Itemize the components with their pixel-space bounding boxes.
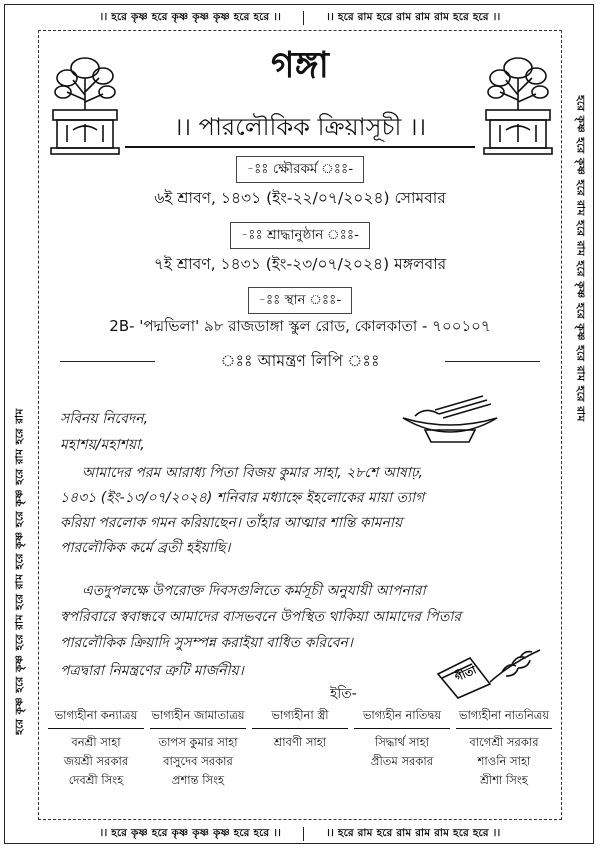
- paragraph-1-line-1: আমাদের পরম আরাধ্য পিতা বিজয় কুমার সাহা, ২৮শে আষাঢ়,: [82, 465, 423, 481]
- gita-book-icon: [430, 642, 550, 702]
- mantra-ram: ।। হরে রাম হরে রাম রাম রাম হরে হরে ।।: [326, 10, 501, 23]
- paragraph-1-line-4: পারলৌকিক কর্মে ব্রতী হইয়াছি।: [60, 540, 231, 556]
- invitation-banner: ঃঃ আমন্ত্রণ লিপি ঃঃ: [160, 348, 440, 374]
- subtitle: ।। পারলৌকিক ক্রিয়াসূচী ।।: [125, 110, 475, 148]
- page-title: গঙ্গা: [271, 44, 329, 86]
- salutation-2: মহাশয়/মহাশয়া,: [60, 437, 145, 453]
- left-side-mantra: হরে কৃষ্ণ হরে কৃষ্ণ হরে রাম হরে রাম হরে কৃষ্ণ হরে কৃষ্ণ হরে রাম হরে রাম: [13, 408, 26, 735]
- mantra-krishna: ।। হরে কৃষ্ণ হরে কৃষ্ণ কৃষ্ণ কৃষ্ণ হরে হরে ।।: [99, 10, 282, 23]
- venue-address: 2B- 'পদ্মভিলা' ৯৮ রাজডাঙ্গা স্কুল রোড, কোলকাতা - ৭০০১০৭: [109, 317, 491, 335]
- signatory-name: বাগেশ্রী সরকার: [469, 735, 539, 749]
- iti-closing: ইতি-: [330, 686, 357, 702]
- signatory-group: [249, 707, 351, 790]
- mantra-krishna: ।। হরে কৃষ্ণ হরে কৃষ্ণ কৃষ্ণ কৃষ্ণ হরে হরে ।।: [99, 826, 282, 839]
- paragraph-2-line-3: পারলৌকিক ক্রিয়াদি সুসম্পন্ন করাইয়া বাধিত করিবেন।: [60, 635, 353, 651]
- gita-label: গীতা: [453, 663, 479, 685]
- signatory-heading: ভাগ্যহীন নাতিদ্বয়: [354, 707, 450, 729]
- paragraph-2-line-1: এতদুপলক্ষে উপরোক্ত দিবসগুলিতে কর্মসূচী অনুযায়ী আপনারা: [82, 583, 426, 599]
- mantra-ram: ।। হরে রাম হরে রাম রাম রাম হরে হরে ।।: [326, 826, 501, 839]
- signatory-name: জয়শ্রী সরকার: [63, 754, 129, 768]
- signatory-name: দেবশ্রী সিংহ: [68, 773, 124, 787]
- signatory-name: প্রশান্ত সিংহ: [171, 773, 225, 787]
- signatory-name: তাপস কুমার সাহা: [158, 735, 238, 749]
- signatory-group: [147, 707, 249, 790]
- signatory-group: [453, 707, 555, 790]
- signatory-name: সিদ্ধার্থ সাহা: [374, 735, 430, 749]
- signatory-name: শ্রাবণী সাহা: [273, 735, 327, 749]
- signatory-name: বনশ্রী সাহা: [71, 735, 121, 749]
- signatories-table: [45, 707, 555, 790]
- signatory-group: [351, 707, 453, 790]
- right-side-mantra: হরে কৃষ্ণ হরে কৃষ্ণ হরে রাম হরে রাম হরে কৃষ্ণ হরে কৃষ্ণ হরে রাম হরে রাম: [574, 95, 587, 422]
- signatory-group: [45, 707, 147, 790]
- section-heading-kshaur: -ঃঃ ক্ষৌরকর্ম ঃঃ-: [60, 156, 540, 183]
- signatory-heading: ভাগ্যহীনা কন্যাত্রয়: [48, 707, 144, 729]
- section-line-kshaur: ৬ই শ্রাবণ, ১৪৩১ (ইং-২২/০৭/২০২৪) সোমবার: [154, 189, 446, 207]
- signatory-heading: ভাগ্যহীন জামাতাত্রয়: [150, 707, 246, 729]
- signatory-heading: ভাগ্যহীনা নাতনিত্রয়: [456, 707, 552, 729]
- signatory-name: প্রীতম সরকার: [370, 754, 434, 768]
- top-mantra-strip: [0, 8, 600, 28]
- paragraph-1-line-3: করিয়া পরলোক গমন করিয়াছেন। তাঁহার আত্মার শান্তি কামনায়: [60, 515, 403, 531]
- paragraph-1-line-2: ১৪৩১ (ইং-১৩/০৭/২০২৪) শনিবার মধ্যাহ্নে ইহলোকের মায়া ত্যাগ: [60, 490, 425, 506]
- signatory-heading: ভাগ্যহীনা স্ত্রী: [252, 707, 348, 729]
- section-heading-shraddha: -ঃঃ শ্রাদ্ধানুষ্ঠান ঃঃ-: [60, 222, 540, 249]
- paragraph-2-line-2: স্বপরিবারে স্ববান্ধবে আমাদের বাসভবনে উপস্থিত থাকিয়া আমাদের পিতার: [60, 609, 462, 625]
- signatory-name: বাসুদেব সরকার: [163, 754, 233, 768]
- signatory-name: শ্রীশা সিংহ: [480, 773, 528, 787]
- section-heading-venue: -ঃঃ স্থান ঃঃ-: [60, 287, 540, 314]
- bottom-mantra-strip: [0, 824, 600, 844]
- section-line-shraddha: ৭ই শ্রাবণ, ১৪৩১ (ইং-২৩/০৭/২০২৪) মঙ্গলবার: [153, 255, 447, 273]
- paragraph-3: পত্রদ্বারা নিমন্ত্রণের ত্রুটি মার্জনীয়।: [60, 663, 244, 679]
- salutation-1: সবিনয় নিবেদন,: [60, 411, 149, 427]
- signatory-name: শাওনি সাহা: [477, 754, 531, 768]
